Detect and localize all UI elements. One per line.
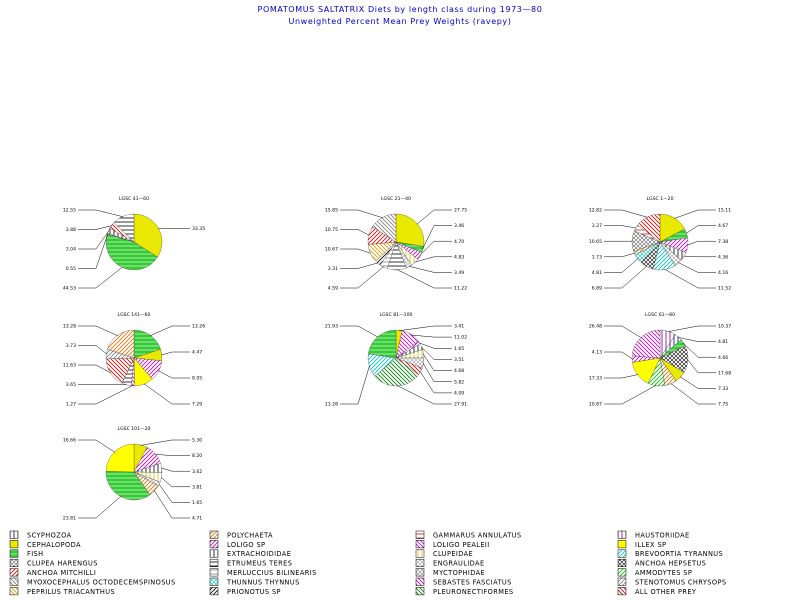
leader-line xyxy=(78,226,112,230)
leader-line xyxy=(161,477,190,487)
legend-swatch xyxy=(416,540,424,548)
legend xyxy=(10,531,726,596)
leader-line xyxy=(78,496,121,518)
slice-label: 11.52 xyxy=(718,286,732,292)
legend-item xyxy=(10,531,72,539)
leader-line xyxy=(340,267,384,289)
leader-line xyxy=(154,491,190,519)
slice-label: 11.02 xyxy=(454,335,468,341)
slice-label: 7.33 xyxy=(718,387,729,392)
leader-line xyxy=(340,263,378,269)
legend-label: LOLIGO PEALEII xyxy=(433,540,490,549)
pie-title: LGSC 1—20 xyxy=(646,197,674,202)
slice-label: 33.35 xyxy=(192,227,206,233)
leader-line xyxy=(604,253,635,257)
legend-swatch xyxy=(618,540,626,548)
legend-item xyxy=(10,569,96,577)
legend-label: BREVOORTIA TYRANNUS xyxy=(635,550,724,559)
legend-swatch xyxy=(210,578,218,586)
legend-item xyxy=(618,578,726,586)
leader-line xyxy=(668,326,716,332)
slice-label: 6.89 xyxy=(591,286,602,292)
legend-swatch xyxy=(10,559,18,567)
leader-line xyxy=(678,263,716,273)
slice-label: 15.85 xyxy=(324,208,338,214)
legend-swatch xyxy=(618,569,626,577)
legend-swatch xyxy=(10,578,18,586)
leader-line xyxy=(340,326,378,337)
slice-label: 10.65 xyxy=(588,239,602,245)
slice-label: 4.16 xyxy=(718,271,729,276)
leader-line xyxy=(78,385,133,404)
leader-line xyxy=(422,226,452,250)
legend-swatch xyxy=(10,587,18,595)
slice-label: 3.65 xyxy=(65,383,76,389)
legend-swatch xyxy=(416,531,424,539)
legend-label: GAMMARUS ANNULATUS xyxy=(433,531,522,540)
pie-chart-5 xyxy=(325,312,467,408)
legend-label: ALL OTHER PREY xyxy=(635,587,697,596)
leader-line xyxy=(78,267,123,288)
slice-label: 10.67 xyxy=(324,247,338,253)
pie-chart-7 xyxy=(63,426,202,522)
slice-label: 4.68 xyxy=(454,369,465,375)
leader-line xyxy=(78,326,118,336)
leader-line xyxy=(411,335,452,337)
slice-label: 3.88 xyxy=(65,228,76,234)
leader-line xyxy=(604,375,638,379)
legend-label: CLUPEIDAE xyxy=(433,550,474,559)
slice-label: 1.27 xyxy=(65,402,76,408)
slice-label: 3.04 xyxy=(65,247,76,253)
leader-line xyxy=(420,371,452,393)
legend-item xyxy=(416,540,490,548)
leader-line xyxy=(155,454,190,455)
slice-label: 12.82 xyxy=(588,208,602,214)
legend-swatch xyxy=(210,550,218,558)
slice-label: 11.63 xyxy=(62,363,76,369)
legend-label: PEPRILUS TRIACANTHUS xyxy=(27,587,116,596)
legend-label: SCYPHOZOA xyxy=(27,531,72,540)
leader-line xyxy=(409,266,452,272)
slice-label: 3.27 xyxy=(591,224,602,230)
leader-line xyxy=(340,210,383,218)
leader-line xyxy=(78,365,111,373)
legend-item xyxy=(416,559,485,567)
slice-label: 4.66 xyxy=(718,355,729,361)
slice-label: 3.31 xyxy=(327,267,338,273)
leader-line xyxy=(678,337,716,341)
pie-title: LGSC 81—100 xyxy=(379,313,413,318)
legend-item xyxy=(618,587,697,595)
leader-line xyxy=(687,359,716,373)
slice-label: 17.33 xyxy=(588,376,602,382)
leader-line xyxy=(78,346,107,355)
legend-item xyxy=(618,550,723,558)
legend-label: ENGRAULIDAE xyxy=(433,559,485,568)
slice-label: 10.37 xyxy=(718,324,732,330)
legend-swatch xyxy=(210,569,218,577)
slice-label: 44.53 xyxy=(62,286,76,292)
slice-label: 4.67 xyxy=(718,224,729,230)
legend-swatch xyxy=(210,531,218,539)
legend-item xyxy=(210,587,281,595)
slice-label: 1.73 xyxy=(591,255,602,261)
slice-label: 4.47 xyxy=(192,350,203,356)
slice-label: 1.65 xyxy=(454,346,465,352)
slice-label: 17.68 xyxy=(718,371,732,377)
slice-label: 4.59 xyxy=(327,286,338,292)
pie-title: LGSC 61—80 xyxy=(645,313,675,318)
leader-line xyxy=(687,241,716,245)
leader-line xyxy=(604,326,641,338)
leader-line xyxy=(397,385,452,404)
leader-line xyxy=(417,210,452,224)
legend-swatch xyxy=(210,540,218,548)
slice-label: 7.29 xyxy=(192,402,203,408)
slice-label: 1.65 xyxy=(192,501,203,506)
slice-label: 3.49 xyxy=(454,271,465,276)
leader-line xyxy=(684,256,717,257)
slice-label: 10.87 xyxy=(588,402,602,408)
pie-title: LGSC 101—20 xyxy=(117,427,151,432)
slice-label: 10.75 xyxy=(324,228,338,234)
slice-label: 23.81 xyxy=(62,516,76,522)
legend-swatch xyxy=(416,587,424,595)
leader-line xyxy=(144,384,190,404)
leader-line xyxy=(419,343,452,349)
slice-label: 5.82 xyxy=(454,380,465,386)
leader-line xyxy=(604,226,636,229)
legend-item xyxy=(210,540,265,548)
pie-slice xyxy=(632,330,660,358)
leader-line xyxy=(340,230,369,236)
leader-line xyxy=(158,371,190,378)
chart-subtitle: Unweighted Percent Mean Prey Weights (ravepy) xyxy=(288,17,512,26)
legend-item xyxy=(210,550,291,558)
slice-label: 3.46 xyxy=(454,224,465,230)
leader-line xyxy=(674,210,716,219)
leader-line xyxy=(671,383,717,404)
legend-label: LOLIGO SP xyxy=(227,540,266,549)
slice-label: 4.81 xyxy=(591,271,602,276)
legend-label: ILLEX SP xyxy=(635,540,667,549)
legend-item xyxy=(416,578,512,586)
pie-title: LGSC 141—60 xyxy=(117,313,151,318)
slice-label: 4.13 xyxy=(591,350,602,356)
leader-line xyxy=(78,440,115,452)
legend-item xyxy=(210,578,300,586)
legend-item xyxy=(10,559,98,567)
legend-item xyxy=(618,531,690,539)
slice-label: 4.70 xyxy=(454,239,465,245)
slice-label: 3.41 xyxy=(454,324,465,330)
legend-item xyxy=(10,550,43,558)
legend-label: THUNNUS THYNNUS xyxy=(227,578,300,587)
pie-chart-3 xyxy=(589,196,731,292)
slice-label: 0.55 xyxy=(65,267,76,273)
legend-label: ETRUMEUS TERES xyxy=(227,559,293,568)
legend-swatch xyxy=(10,531,18,539)
legend-swatch xyxy=(618,578,626,586)
slice-label: 4.71 xyxy=(192,516,203,522)
leader-line xyxy=(604,210,648,217)
legend-item xyxy=(210,569,317,577)
slice-label: 11.22 xyxy=(454,286,468,292)
slice-label: 3.62 xyxy=(192,469,203,475)
legend-item xyxy=(416,550,473,558)
slice-label: 7.38 xyxy=(718,239,729,245)
pie-chart-2 xyxy=(325,196,467,292)
legend-label: STENOTOMUS CHRYSOPS xyxy=(635,578,727,587)
legend-label: AMMODYTES SP xyxy=(635,569,693,577)
slice-label: 8.20 xyxy=(192,454,203,460)
leader-line xyxy=(420,241,452,256)
leader-line xyxy=(78,210,123,217)
legend-label: HAUSTORIIDAE xyxy=(635,531,690,540)
legend-label: FISH xyxy=(27,550,44,559)
legend-swatch xyxy=(10,569,18,577)
slice-label: 15.11 xyxy=(718,208,732,214)
leader-line xyxy=(683,343,716,357)
leader-line xyxy=(423,363,452,382)
leader-line xyxy=(399,326,452,331)
slice-label: 8.05 xyxy=(192,376,203,382)
legend-label: SEBASTES FASCIATUS xyxy=(433,578,512,587)
legend-swatch xyxy=(10,540,18,548)
leader-line xyxy=(604,259,638,273)
legend-item xyxy=(416,569,485,577)
leader-line xyxy=(78,231,109,249)
legend-label: MERLUCCIUS BILINEARIS xyxy=(227,569,317,577)
legend-label: MYOXOCEPHALUS OCTODECEMSPINOSUS xyxy=(27,578,176,587)
slice-label: 13.28 xyxy=(62,324,76,330)
pie-title: LGSC 41—60 xyxy=(119,197,149,202)
leader-line xyxy=(415,257,452,262)
slice-label: 13.28 xyxy=(324,402,338,408)
pie-chart-4 xyxy=(63,312,205,408)
pie-title: LGSC 21—40 xyxy=(381,197,411,202)
legend-label: ANCHOA HEPSETUS xyxy=(635,559,707,568)
leader-line xyxy=(664,269,716,288)
leader-line xyxy=(340,365,370,404)
slice-label: 4.09 xyxy=(454,391,465,397)
slice-label: 5.30 xyxy=(192,438,203,444)
legend-item xyxy=(10,578,176,586)
legend-item xyxy=(618,540,666,548)
leader-line xyxy=(423,354,452,371)
legend-label: CLUPEA HARENGUS xyxy=(27,559,98,568)
slice-label: 4.83 xyxy=(454,255,465,261)
slice-label: 27.75 xyxy=(454,208,468,214)
legend-swatch xyxy=(416,578,424,586)
legend-label: EXTRACHOIDIDAE xyxy=(227,550,292,559)
leader-line xyxy=(680,377,716,389)
legend-item xyxy=(210,559,292,567)
slice-label: 12.55 xyxy=(62,208,76,214)
legend-item xyxy=(618,559,706,567)
legend-label: MYCTOPHIDAE xyxy=(433,569,486,577)
pie-slice xyxy=(396,214,424,247)
pie-chart-6 xyxy=(589,312,731,408)
legend-swatch xyxy=(618,550,626,558)
leader-line xyxy=(604,352,633,359)
leader-line xyxy=(150,326,190,336)
legend-label: CEPHALOPODA xyxy=(27,540,81,549)
legend-swatch xyxy=(416,569,424,577)
leader-line xyxy=(161,468,190,471)
pie-chart-1 xyxy=(63,196,205,292)
legend-label: POLYCHAETA xyxy=(227,531,273,540)
legend-item xyxy=(10,587,115,595)
slice-label: 3.81 xyxy=(192,485,203,491)
slice-label: 21.93 xyxy=(324,324,338,330)
slice-label: 3.73 xyxy=(65,344,76,350)
legend-swatch xyxy=(416,559,424,567)
slice-label: 3.51 xyxy=(454,358,465,363)
legend-label: PRIONOTUS SP xyxy=(227,587,281,596)
chart-title: POMATOMUS SALTATRIX Diets by length class during 1973—80 xyxy=(257,5,543,14)
legend-swatch xyxy=(618,531,626,539)
leader-line xyxy=(340,249,371,253)
legend-item xyxy=(416,531,521,539)
leader-line xyxy=(161,352,190,355)
leader-line xyxy=(141,440,190,445)
leader-line xyxy=(686,226,716,234)
legend-swatch xyxy=(10,550,18,558)
slice-label: 4.36 xyxy=(718,255,729,261)
legend-item xyxy=(618,569,692,577)
legend-item xyxy=(210,531,273,539)
pie-slice xyxy=(106,444,134,472)
slice-label: 26.48 xyxy=(588,324,602,330)
slice-label: 13.26 xyxy=(192,324,206,330)
legend-swatch xyxy=(416,550,424,558)
slice-label: 7.75 xyxy=(718,402,729,408)
leader-line xyxy=(604,385,656,404)
slice-label: 27.91 xyxy=(454,402,468,408)
legend-item xyxy=(10,540,81,548)
legend-swatch xyxy=(210,587,218,595)
legend-swatch xyxy=(210,559,218,567)
legend-label: PLEURONECTIFORMES xyxy=(433,587,514,596)
legend-swatch xyxy=(618,587,626,595)
legend-swatch xyxy=(618,559,626,567)
slice-label: 16.66 xyxy=(62,438,76,444)
legend-item xyxy=(416,587,514,595)
slice-label: 4.81 xyxy=(718,340,729,346)
legend-label: ANCHOA MITCHILLI xyxy=(27,569,97,577)
